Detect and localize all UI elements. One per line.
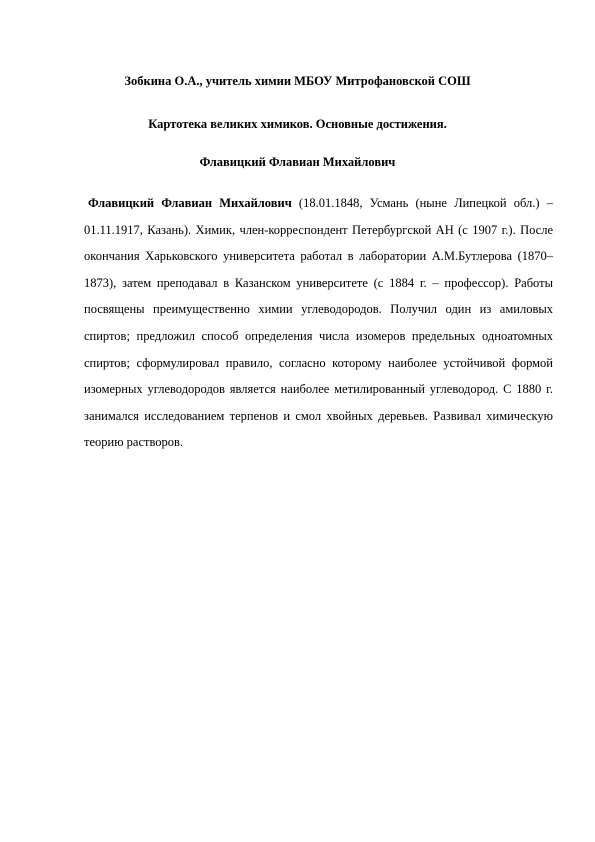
biography-paragraph [84, 190, 553, 456]
document-subtitle: Картотека великих химиков. Основные достижения. [148, 117, 447, 131]
biography-text: (18.01.1848, Усмань (ныне Липецкой обл.) – 01.11.1917, Казань). Химик, член-корреспондент Петербургской АН (с 1907 г.). После окончания Харьковского университета работал в лаборатории А.М.Бутлерова (1870–1873), затем преподавал в Казанском университете (с 1884 г. – профессор). Работы посвящены преимущественно химии углеводородов. Получил один из амиловых спиртов; предложил способ определения числа изомеров предельных одноатомных спиртов; сформулировал правило, согласно которому наиболее устойчивой формой изомерных углеводородов является наиболее метилированный углеводород. С 1880 г. занимался исследованием терпенов и смол хвойных деревьев. Развивал химическую теорию растворов. [84, 196, 553, 450]
chemist-name-heading: Флавицкий Флавиан Михайлович [199, 155, 396, 169]
author-line: Зобкина О.А., учитель химии МБОУ Митрофановской СОШ [124, 74, 471, 88]
biography-name: Флавицкий Флавиан Михайлович [88, 196, 292, 210]
